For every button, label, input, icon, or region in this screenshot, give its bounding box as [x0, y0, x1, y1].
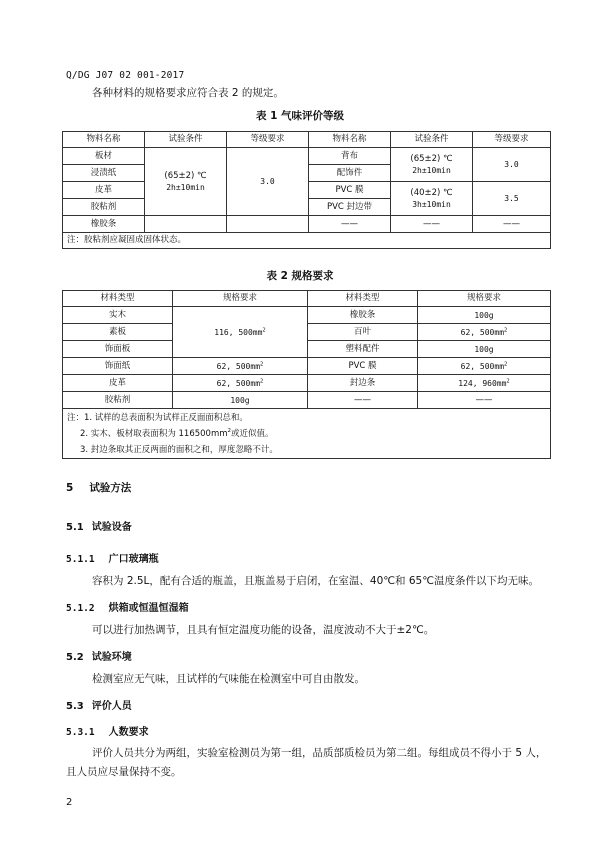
table2-material: 皮革 — [63, 375, 173, 392]
table1-grade-right-a: 3.0 — [473, 148, 551, 182]
table1-header: 试验条件 — [145, 132, 227, 148]
section-title: 人数要求 — [108, 727, 149, 738]
section-title: 试验设备 — [91, 522, 132, 533]
table2-spec: 100g — [418, 341, 551, 358]
table2-material: 实木 — [63, 307, 173, 324]
table2-spec — [418, 324, 551, 341]
table2-spec — [173, 358, 308, 375]
page-number: 2 — [66, 797, 73, 808]
section-title: 评价人员 — [91, 701, 132, 712]
section-title: 试验方法 — [89, 482, 132, 494]
table2-note: 注：1. 试样的总表面积为试样正反面面积总和。 — [67, 412, 248, 423]
table2-spec — [418, 375, 551, 392]
table2-header: 材料类型 — [63, 291, 173, 307]
table2-material: PVC 膜 — [308, 358, 418, 375]
table1 — [62, 131, 551, 249]
section-number: 5.1.1 — [66, 554, 95, 565]
table1-dash: —— — [309, 216, 391, 233]
table1-material: 背布 — [309, 148, 391, 165]
table2-material: 百叶 — [308, 324, 418, 341]
table1-material: 浸渍纸 — [63, 165, 145, 182]
section-5-1-1-text: 容积为 2.5L，配有合适的瓶盖，且瓶盖易于启闭，在室温、40℃和 65℃温度条件以下均无味。 — [92, 575, 540, 587]
superscript: 2 — [262, 326, 266, 333]
table2-dash: —— — [418, 392, 551, 409]
table2-spec: 100g — [418, 307, 551, 324]
table2-note — [67, 426, 550, 442]
section-number: 5.3.1 — [66, 727, 95, 738]
table2-note: 3. 封边条取其正反两面的面积之和，厚度忽略不计。 — [80, 444, 278, 455]
table1-material: 板材 — [63, 148, 145, 165]
condition-time: 2h±10min — [166, 182, 205, 192]
table1-header: 等级要求 — [473, 132, 551, 148]
section-title: 广口玻璃瓶 — [108, 554, 159, 565]
table2 — [62, 290, 551, 459]
section-5-2-text: 检测室应无气味，且试样的气味能在检测室中可自由散发。 — [92, 673, 365, 685]
table1-row — [63, 216, 551, 233]
section-title: 烘箱或恒温恒湿箱 — [108, 603, 189, 614]
table1-header: 试验条件 — [391, 132, 473, 148]
table1-caption: 表 1 气味评价等级 — [255, 110, 345, 122]
section-5-3-1-text: 评价人员共分为两组，实验室检测员为第一组，品质部质检员为第二组。每组成员不得小于 5 人， — [92, 747, 547, 759]
section-5-1-2-heading — [66, 599, 189, 614]
condition-time: 3h±10min — [412, 199, 451, 209]
table1-material: 配饰件 — [309, 165, 391, 182]
section-number: 5.1.2 — [66, 603, 95, 614]
condition-time: 2h±10min — [412, 165, 451, 175]
table2-material: 素板 — [63, 324, 173, 341]
table1-header: 物料名称 — [309, 132, 391, 148]
table2-material: 饰面板 — [63, 341, 173, 358]
section-number: 5 — [66, 482, 74, 494]
table2-spec — [418, 358, 551, 375]
table2-dash: —— — [308, 392, 418, 409]
spec-value: 62, 500mm — [460, 361, 505, 371]
section-5-1-1-heading — [66, 550, 159, 565]
table2-row — [63, 358, 551, 375]
superscript: 2 — [506, 377, 510, 384]
table1-grade-left: 3.0 — [227, 148, 309, 216]
table1-grade-right-b: 3.5 — [473, 182, 551, 216]
table2-header-row — [63, 291, 551, 307]
intro-paragraph: 各种材料的规格要求应符合表 2 的规定。 — [92, 87, 284, 99]
superscript: 2 — [260, 360, 264, 367]
table1-material: 胶粘剂 — [63, 199, 145, 216]
section-number: 5.2 — [66, 652, 84, 663]
note-text: 或近似值。 — [231, 428, 274, 439]
spec-value: 116, 500mm — [214, 327, 263, 337]
table1-material: 皮革 — [63, 182, 145, 199]
table2-material: 橡胶条 — [308, 307, 418, 324]
table2-header: 材料类型 — [308, 291, 418, 307]
table2-material: 胶粘剂 — [63, 392, 173, 409]
table2-spec — [173, 375, 308, 392]
spec-value: 124, 960mm — [458, 378, 507, 388]
table1-dash: —— — [473, 216, 551, 233]
table2-notes — [63, 409, 551, 459]
section-5-3-1-heading — [66, 723, 149, 738]
section-5-1-2-text: 可以进行加热调节，且具有恒定温度功能的设备，温度波动不大于±2℃。 — [92, 624, 435, 636]
table1-note-row — [63, 233, 551, 249]
table2-row — [63, 392, 551, 409]
superscript: 2 — [260, 377, 264, 384]
section-5-3-heading — [66, 697, 132, 712]
spec-value: 62, 500mm — [460, 327, 505, 337]
section-5-1-heading — [66, 518, 132, 533]
table2-notes-row — [63, 409, 551, 459]
table2-row — [63, 307, 551, 324]
table1-material: 橡胶条 — [63, 216, 145, 233]
superscript: 2 — [504, 360, 508, 367]
table1-row — [63, 148, 551, 165]
section-number: 5.1 — [66, 522, 84, 533]
table2-row — [63, 375, 551, 392]
section-5-heading — [66, 480, 131, 495]
table1-note: 注：胶粘剂应凝固成固体状态。 — [63, 233, 551, 249]
section-number: 5.3 — [66, 701, 84, 712]
spec-value: 62, 500mm — [216, 361, 261, 371]
section-5-2-heading — [66, 648, 132, 663]
table1-dash: —— — [391, 216, 473, 233]
table1-header: 等级要求 — [227, 132, 309, 148]
table1-condition-left — [145, 148, 227, 216]
table1-header: 物料名称 — [63, 132, 145, 148]
table2-material: 饰面纸 — [63, 358, 173, 375]
table2-header: 规格要求 — [418, 291, 551, 307]
table1-material: PVC 封边带 — [309, 199, 391, 216]
table2-header: 规格要求 — [173, 291, 308, 307]
table1-condition-right-b — [391, 182, 473, 216]
table1-empty-cell — [227, 216, 309, 233]
table2-spec: 100g — [173, 392, 308, 409]
table1-empty-cell — [145, 216, 227, 233]
spec-value: 62, 500mm — [216, 378, 261, 388]
table2-merged-spec — [173, 307, 308, 358]
superscript: 2 — [227, 427, 232, 434]
table2-material: 封边条 — [308, 375, 418, 392]
condition-temp: (65±2) ℃ — [164, 170, 207, 181]
superscript: 2 — [504, 326, 508, 333]
condition-temp: (40±2) ℃ — [410, 187, 453, 198]
section-5-3-1-text-continued: 且人员应尽量保持不变。 — [66, 766, 182, 778]
note-text: 2. 实木、板材取表面积为 116500mm — [80, 428, 228, 439]
table2-material: 塑料配件 — [308, 341, 418, 358]
table1-header-row — [63, 132, 551, 148]
document-number: Q/DG J07 02 001-2017 — [66, 70, 185, 81]
table1-material: PVC 膜 — [309, 182, 391, 199]
table1-condition-right-a — [391, 148, 473, 182]
condition-temp: (65±2) ℃ — [410, 153, 453, 164]
table2-caption: 表 2 规格要求 — [266, 270, 334, 282]
section-title: 试验环境 — [91, 652, 132, 663]
